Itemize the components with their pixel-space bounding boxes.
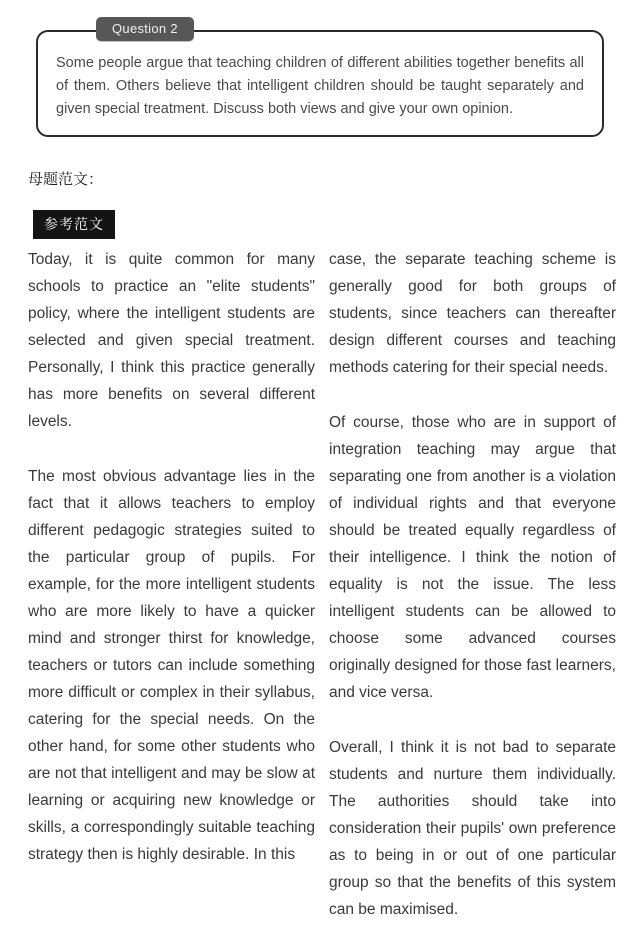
section-label: 母题范文：: [28, 171, 104, 188]
question-text: Some people argue that teaching children of different abilities together benefits all of them. Others believe that intelligent children should be taught separately and given special treatment. Discuss both views and give your own opinion.: [56, 55, 584, 117]
question-badge: Question 2: [96, 17, 194, 41]
essay-right-column: [329, 246, 616, 923]
essay-left-column: [28, 246, 315, 923]
essay-tag: 参考范文: [33, 210, 115, 239]
essay-paragraph: Of course, those who are in support of integration teaching may argue that separating one from another is a violation of individual rights and that everyone should be treated equally regardless of their intelligence. I think the notion of equality is not the issue. The less intelligent students can be allowed to choose some advanced courses originally designed for those fast learners, and vice versa.: [329, 414, 616, 701]
essay-columns: [0, 246, 640, 923]
question-box: [36, 21, 604, 137]
essay-paragraph: case, the separate teaching scheme is generally good for both groups of students, since teachers can thereafter design different courses and teaching methods catering for their special needs.: [329, 251, 616, 376]
essay-paragraph: Overall, I think it is not bad to separate students and nurture them individually. The authorities should take into consideration their pupils' own preference as to being in or out of one particular group so that the benefits of this system can be maximised.: [329, 739, 616, 918]
essay-paragraph: Today, it is quite common for many schools to practice an "elite students" policy, where the intelligent students are selected and given special treatment. Personally, I think this practice generally has more benefits on several different levels.: [28, 251, 315, 430]
essay-paragraph: The most obvious advantage lies in the fact that it allows teachers to employ different pedagogic strategies suited to the particular group of pupils. For example, for the more intelligent students who are more likely to have a quicker mind and stronger thirst for knowledge, teachers or tutors can include something more difficult or complex in their syllabus, catering for the special needs. On the other hand, for some other students who are not that intelligent and may be slow at learning or acquiring new knowledge or skills, a correspondingly suitable teaching strategy then is highly desirable. In this: [28, 468, 315, 863]
